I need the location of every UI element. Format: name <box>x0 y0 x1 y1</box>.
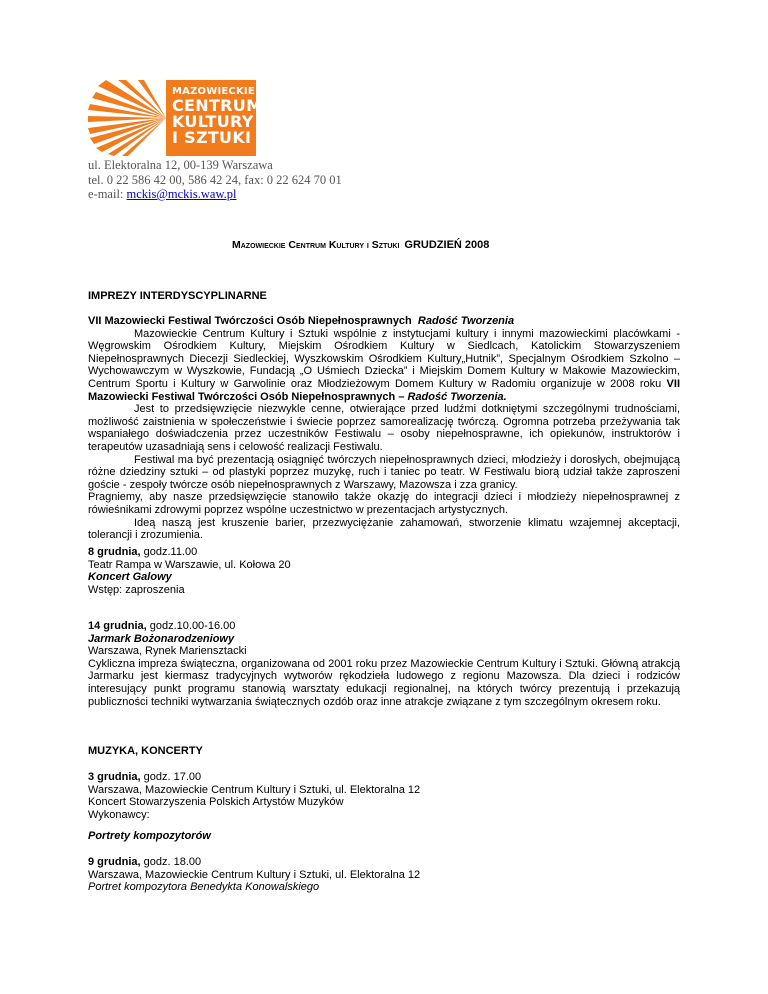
sunburst-logo-icon <box>88 80 168 156</box>
series-title: Portrety kompozytorów <box>88 830 211 842</box>
event-time: godz. 17.00 <box>140 771 202 783</box>
event-name: Jarmark Bożonarodzeniowy <box>88 632 235 645</box>
event-date-line <box>88 856 680 869</box>
event-date: 8 grudnia, <box>88 546 141 558</box>
document-title <box>88 239 680 252</box>
festival-name: VII Mazowiecki Festiwal Twórczości Osób Niepełnosprawnych <box>88 315 412 327</box>
event-koncert-galowy <box>88 546 680 596</box>
event-description: Koncert Stowarzyszenia Polskich Artystów Muzyków <box>88 796 344 809</box>
event-spam-concert <box>88 771 680 821</box>
event-entry: Wstęp: zaproszenia <box>88 583 185 596</box>
contact-email-line <box>88 187 342 202</box>
festival-paragraph-1 <box>88 328 680 404</box>
contact-phone: tel. 0 22 586 42 00, 586 42 24, fax: 0 22 624 70 01 <box>88 172 342 187</box>
mckis-logo <box>88 80 263 156</box>
title-org: Mazowieckie Centrum Kultury i Sztuki <box>232 239 400 251</box>
contact-address: ul. Elektoralna 12, 00-139 Warszawa <box>88 158 273 172</box>
event-time: godz. 18.00 <box>140 856 202 868</box>
section-heading-interdisciplinary: IMPREZY INTERDYSCYPLINARNE <box>88 290 267 302</box>
event-date: 14 grudnia, <box>88 620 147 632</box>
title-month: GRUDZIEŃ 2008 <box>404 239 490 251</box>
logo-line-3: KULTURY <box>172 112 254 131</box>
event-description: Portret kompozytora Benedykta Konowalskiego <box>88 881 320 894</box>
logo-text <box>172 86 262 146</box>
event-date: 9 grudnia, <box>88 856 141 868</box>
email-link[interactable]: mckis@mckis.waw.pl <box>126 187 237 201</box>
festival-subtitle: Radość Tworzenia <box>417 315 515 327</box>
event-time: godz.10.00-16.00 <box>146 620 236 632</box>
event-name: Koncert Galowy <box>88 571 172 584</box>
event-jarmark <box>88 620 680 708</box>
section-heading-music: MUZYKA, KONCERTY <box>88 745 203 757</box>
festival-p1-bolditalic: Radość Tworzenia. <box>407 390 507 403</box>
festival-p1-text: Mazowieckie Centrum Kultury i Sztuki wspólnie z instytucjami kultury i innymi mazowieckimi placówkami - Węgrowskim Ośrodkiem Kultury, Miejskim Ośrodkiem Kultury w Siedlcach, Katolickim Stowarzyszeniem Niepełnosprawnych Diecezji Siedleckiej, Wyszkowskim Ośrodkiem Kultury„Hutnik”, Specjalnym Ośrodkiem Szkolno – Wychowawczym w Wyszkowie, Fundacją „O Uśmiech Dziecka” i Miejskim Domem Kultury w Makowie Mazowieckim, Centrum Sportu i Kultury w Garwolinie oraz Młodzieżowym Domem Kultury w Radomiu organizuje w 2008 roku <box>88 327 680 390</box>
event-date: 3 grudnia, <box>88 771 141 783</box>
event-venue: Teatr Rampa w Warszawie, ul. Kołowa 20 <box>88 558 291 571</box>
event-time: godz.11.00 <box>140 546 198 558</box>
festival-title <box>88 315 680 328</box>
event-venue: Warszawa, Mazowieckie Centrum Kultury i Sztuki, ul. Elektoralna 12 <box>88 868 421 881</box>
festival-p1-bold: VII Mazowiecki Festiwal Twórczości Osób Niepełnosprawnych – <box>88 377 680 403</box>
event-venue: Warszawa, Rynek Mariensztacki <box>88 645 247 658</box>
festival-paragraph-2: Jest to przedsięwzięcie niezwykle cenne, otwierające przed ludźmi dotkniętymi szczególnymi trudnościami, możliwość zaistnienia w społeczeństwie i świecie poprzez samorealizację twórczą. Ogromna potrzeba przeżywania tak wspaniałego doświadczenia przez uczestników Festiwalu – osoby niepełnosprawne, ich opiekunów, instruktorów i terapeutów uzasadniają sens i celowość realizacji Festiwalu. <box>88 403 680 453</box>
logo-line-1: MAZOWIECKIE <box>172 86 255 97</box>
event-venue: Warszawa, Mazowieckie Centrum Kultury i Sztuki, ul. Elektoralna 12 <box>88 783 421 796</box>
festival-paragraph-5: Ideą naszą jest kruszenie barier, przezwyciężanie zahamowań, stworzenie klimatu wzajemnej akceptacji, tolerancji i zrozumienia. <box>88 516 680 542</box>
email-label: e-mail: <box>88 187 127 201</box>
logo-line-4: I SZTUKI <box>172 128 252 147</box>
festival-paragraph-4: Pragniemy, aby nasze przedsięwzięcie stanowiło także okazję do integracji dzieci i młodzieży niepełnosprawnej z rówieśnikami zdrowymi poprzez wspólne uczestnictwo w prezentacjach artystycznych. <box>88 491 680 516</box>
contact-block <box>88 158 342 202</box>
festival-paragraph-3: Festiwal ma być prezentacją osiągnięć twórczych niepełnosprawnych dzieci, młodzieży i dorosłych, obejmującą różne dziedziny sztuki – od plastyki poprzez muzykę, ruch i taniec po teatr. W Festiwalu biorą udział także zaproszeni goście - zespoły twórcze osób niepełnosprawnych z Warszawy, Mazowsza i zza granicy. <box>88 453 680 491</box>
event-date-line <box>88 620 680 633</box>
logo-line-2: CENTRUM <box>172 96 263 115</box>
event-date-line <box>88 546 680 559</box>
festival-block <box>88 315 680 542</box>
event-portret <box>88 856 680 894</box>
event-description: Cykliczna impreza świąteczna, organizowana od 2001 roku przez Mazowieckie Centrum Kultury i Sztuki. Główną atrakcją Jarmarku jest kiermasz tradycyjnych wytworów rękodzieła ludowego z regionu Mazowsza. Dla dzieci i rodziców interesujący punkt programu stanowią warsztaty edukacji regionalnej, na których twórcy prezentują i przekazują publiczności techniki wytwarzania świątecznych ozdób oraz inne atrakcje związane z tym szczególnym okresem roku. <box>88 657 680 708</box>
event-date-line <box>88 771 680 784</box>
event-performers: Wykonawcy: <box>88 808 150 821</box>
